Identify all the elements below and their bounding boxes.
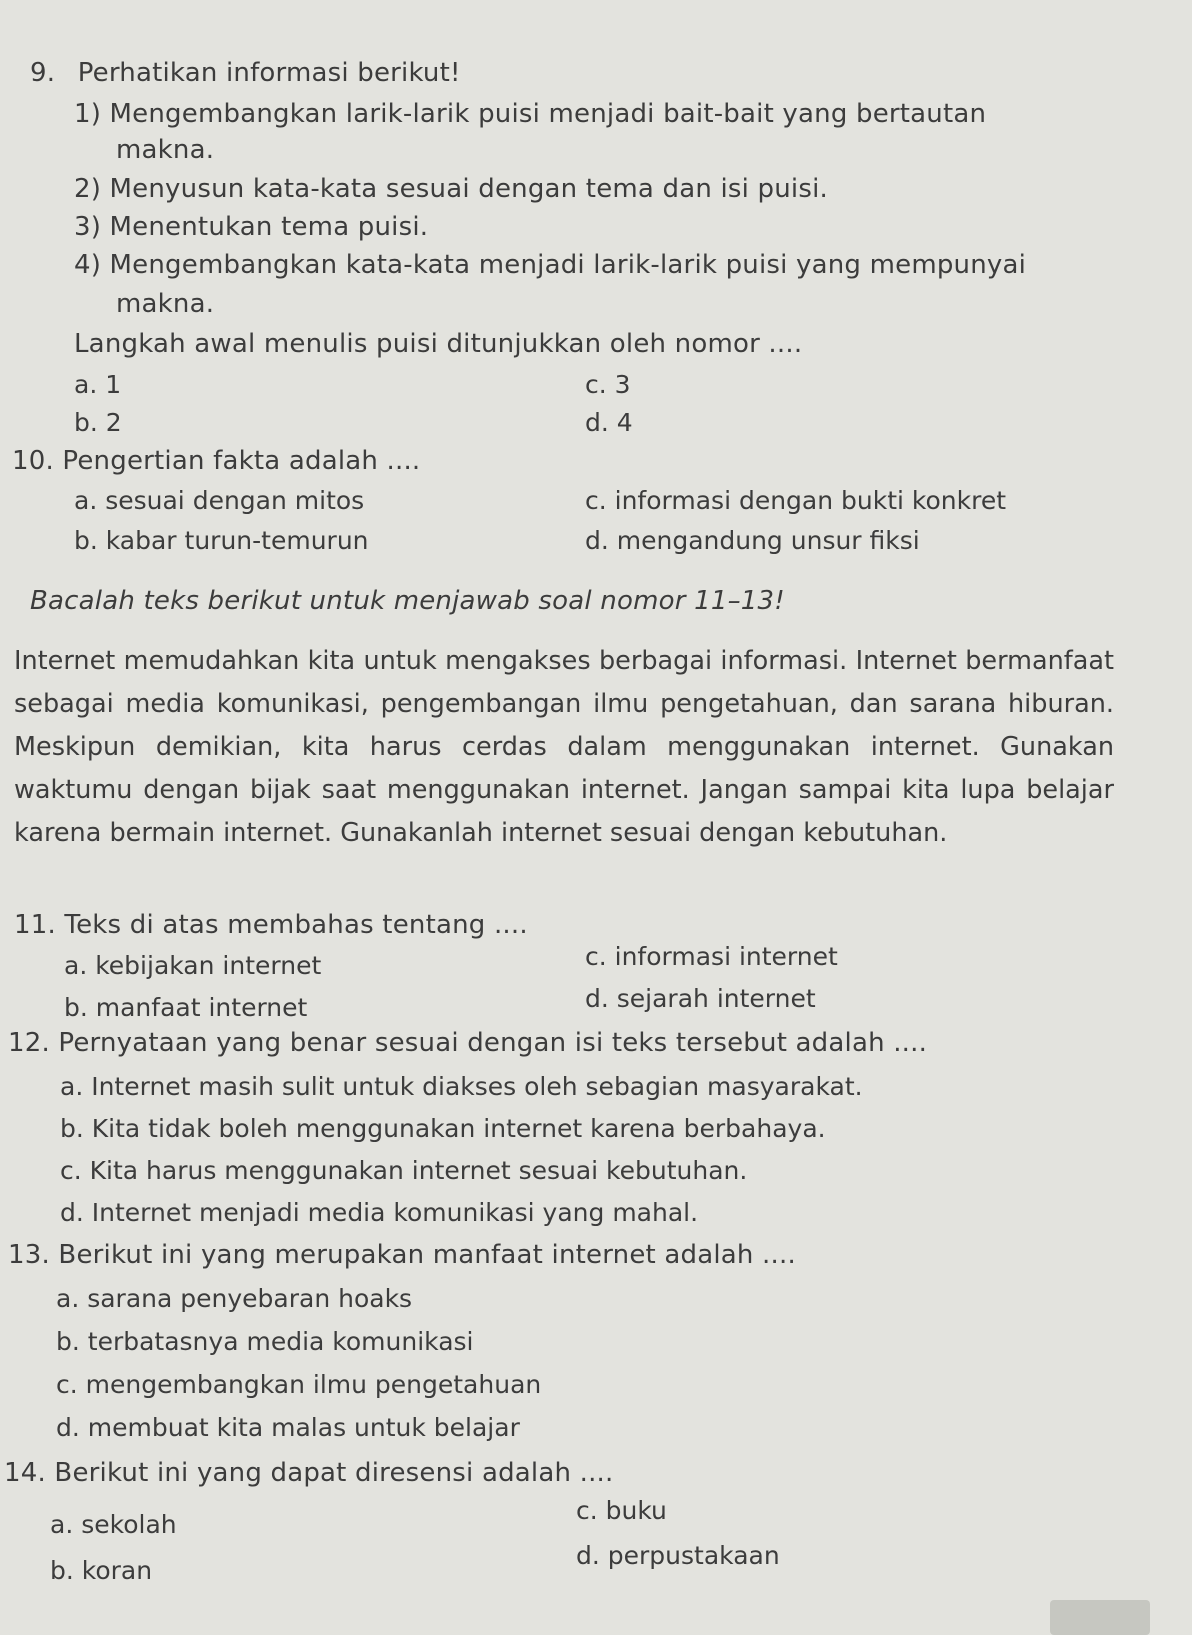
reading-instruction: Bacalah teks berikut untuk menjawab soal nomor 11–13!	[30, 586, 785, 616]
q9-option-d[interactable]: d. 4	[585, 408, 633, 437]
q9-question: Langkah awal menulis puisi ditunjukkan oleh nomor ....	[74, 329, 803, 359]
q13-question: 13. Berikut ini yang merupakan manfaat internet adalah ....	[8, 1240, 796, 1270]
q9-option-a[interactable]: a. 1	[74, 370, 122, 399]
q9-prompt: Perhatikan informasi berikut!	[77, 58, 461, 88]
q10-option-c[interactable]: c. informasi dengan bukti konkret	[585, 486, 1007, 515]
q9-heading	[30, 56, 461, 90]
q14-option-c[interactable]: c. buku	[576, 1496, 667, 1525]
q12-option-a[interactable]: a. Internet masih sulit untuk diakses oleh sebagian masyarakat.	[60, 1072, 863, 1101]
q14-option-d[interactable]: d. perpustakaan	[576, 1541, 780, 1570]
q9-option-b[interactable]: b. 2	[74, 408, 122, 437]
corner-smudge	[1050, 1600, 1150, 1635]
q9-item-4-cont: makna.	[116, 289, 215, 319]
q9-item-2: 2) Menyusun kata-kata sesuai dengan tema dan isi puisi.	[74, 174, 828, 204]
q11-option-d[interactable]: d. sejarah internet	[585, 984, 816, 1013]
q10-option-a[interactable]: a. sesuai dengan mitos	[74, 486, 365, 515]
q9-option-c[interactable]: c. 3	[585, 370, 631, 399]
q14-question: 14. Berikut ini yang dapat diresensi adalah ....	[4, 1458, 614, 1488]
q13-option-d[interactable]: d. membuat kita malas untuk belajar	[56, 1413, 520, 1442]
q11-option-a[interactable]: a. kebijakan internet	[64, 951, 322, 980]
q12-option-c[interactable]: c. Kita harus menggunakan internet sesuai kebutuhan.	[60, 1156, 748, 1185]
q9-item-1-cont: makna.	[116, 135, 215, 165]
q12-option-d[interactable]: d. Internet menjadi media komunikasi yang mahal.	[60, 1198, 699, 1227]
q11-option-b[interactable]: b. manfaat internet	[64, 993, 308, 1022]
q14-option-b[interactable]: b. koran	[50, 1556, 153, 1585]
q9-item-4: 4) Mengembangkan kata-kata menjadi larik-larik puisi yang mempunyai	[74, 250, 1027, 280]
q9-item-3: 3) Menentukan tema puisi.	[74, 212, 429, 242]
reading-passage: Internet memudahkan kita untuk mengakses berbagai informasi. Internet bermanfaat sebagai media komunikasi, pengembangan ilmu pengetahuan, dan sarana hiburan. Meskipun demikian, kita harus cerdas dalam menggunakan internet. Gunakan waktumu dengan bijak saat menggunakan internet. Jangan sampai kita lupa belajar karena bermain internet. Gunakanlah internet sesuai dengan kebutuhan.	[14, 646, 1114, 848]
q11-option-c[interactable]: c. informasi internet	[585, 942, 838, 971]
q9-number: 9.	[30, 58, 56, 88]
q14-option-a[interactable]: a. sekolah	[50, 1510, 177, 1539]
q11-question: 11. Teks di atas membahas tentang ....	[14, 910, 528, 940]
q10-question: 10. Pengertian fakta adalah ....	[12, 446, 421, 476]
q13-option-b[interactable]: b. terbatasnya media komunikasi	[56, 1327, 474, 1356]
q10-option-b[interactable]: b. kabar turun-temurun	[74, 526, 369, 555]
q10-option-d[interactable]: d. mengandung unsur fiksi	[585, 526, 920, 555]
q9-item-1: 1) Mengembangkan larik-larik puisi menjadi bait-bait yang bertautan	[74, 99, 987, 129]
q13-option-c[interactable]: c. mengembangkan ilmu pengetahuan	[56, 1370, 542, 1399]
q13-option-a[interactable]: a. sarana penyebaran hoaks	[56, 1284, 413, 1313]
q12-option-b[interactable]: b. Kita tidak boleh menggunakan internet karena berbahaya.	[60, 1114, 826, 1143]
q12-question: 12. Pernyataan yang benar sesuai dengan isi teks tersebut adalah ....	[8, 1028, 928, 1058]
